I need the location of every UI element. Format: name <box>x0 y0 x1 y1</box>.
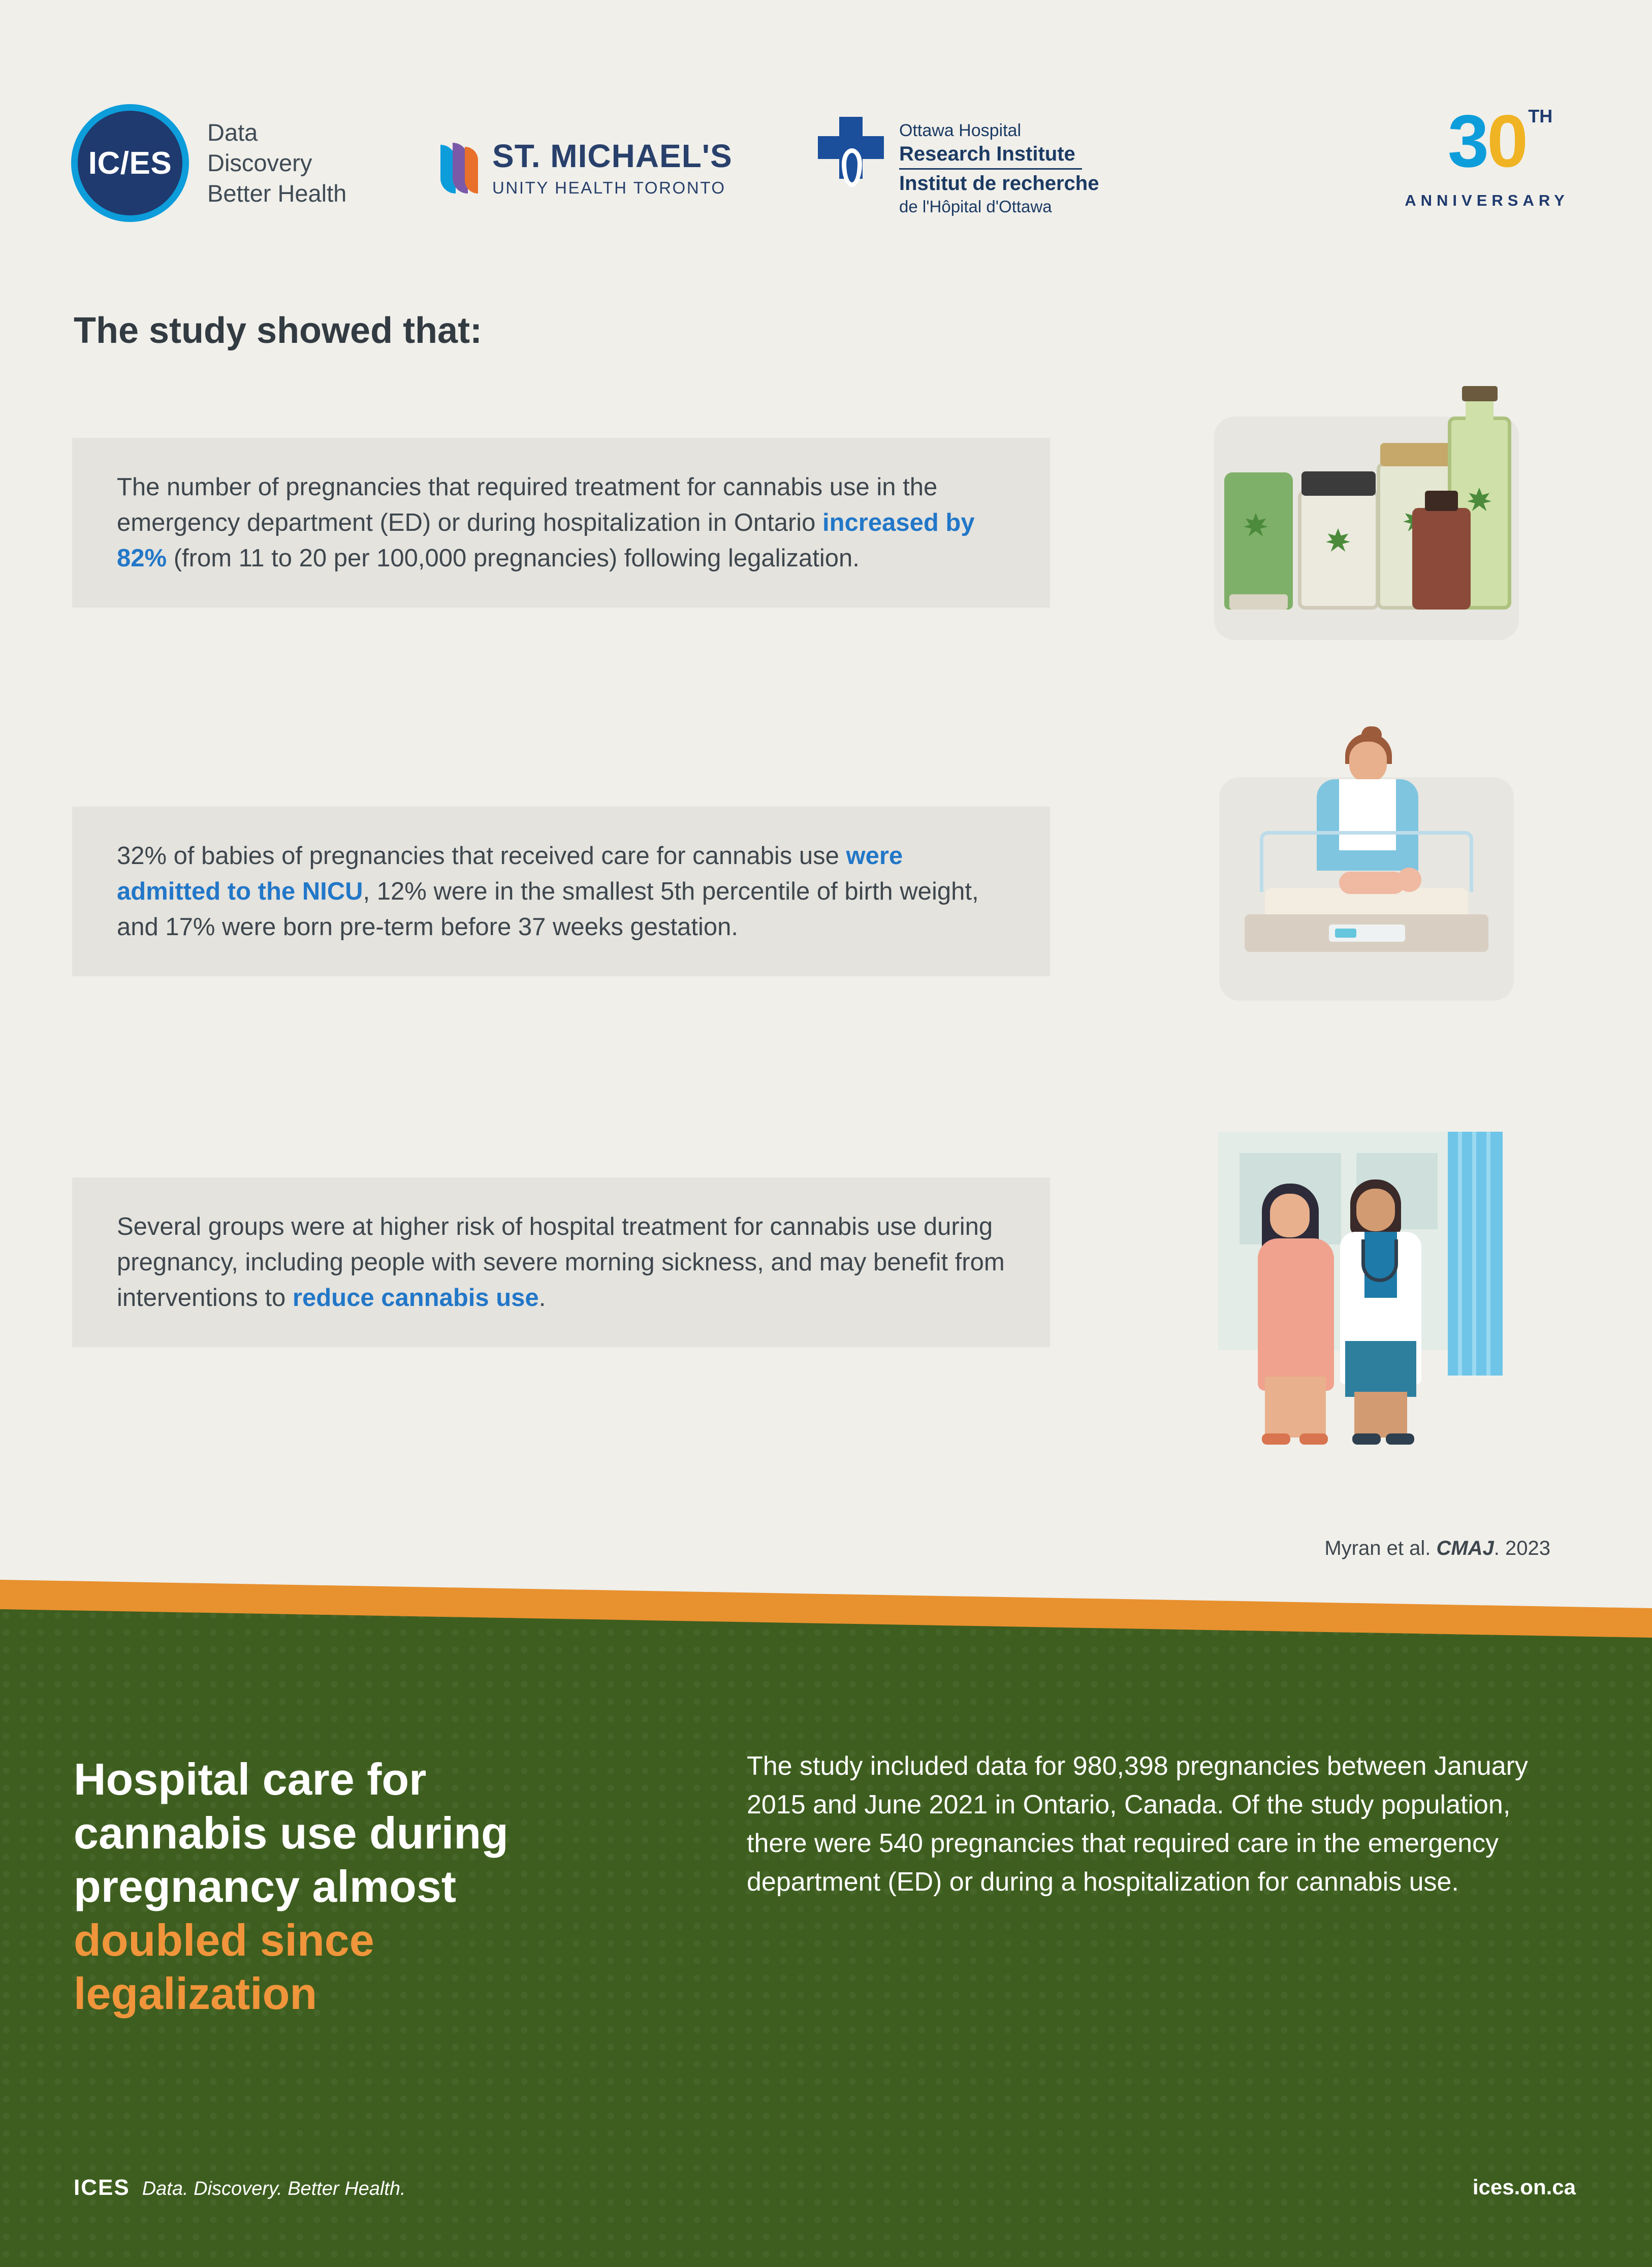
ohri-wordmark <box>899 117 1099 216</box>
anniversary-logo <box>1398 100 1576 210</box>
fact-1-text-part-2: (from 11 to 20 per 100,000 pregnancies) following legalization. <box>167 545 860 572</box>
ices-tagline <box>207 117 346 209</box>
ohri-line-1: Ottawa Hospital <box>899 121 1021 140</box>
summary-title <box>74 1752 714 2021</box>
ices-logo <box>71 104 346 222</box>
nicu-incubator-illustration <box>1209 726 1524 1011</box>
fact-1-highlight: increased by 82% <box>117 509 975 572</box>
fact-3-text-part-1: Several groups were at higher risk of hospital treatment for cannabis use during pregnancy, including people with severe morning sickness, and may benefit from interventions to <box>117 1213 1005 1312</box>
st-michaels-logo <box>439 140 733 198</box>
summary-body: The study included data for 980,398 pregnancies between January 2015 and June 2021 in Ontario, Canada. Of the study population, there were 540 pregnancies that required care in the emergency department (ED) or during a hospitalization for cannabis use. <box>747 1751 1528 1897</box>
fact-2-text-part-1: 32% of babies of pregnancies that received care for cannabis use <box>117 842 846 870</box>
ices-tagline-line-1: Data <box>207 118 258 146</box>
anniversary-number <box>1447 100 1553 182</box>
footer-brand <box>74 2175 406 2200</box>
ices-tagline-line-3: Better Health <box>207 180 347 207</box>
summary-title-line-2: cannabis use during <box>74 1807 509 1858</box>
st-michaels-sub: UNITY HEALTH TORONTO <box>492 178 726 197</box>
st-michaels-flame-icon <box>439 142 479 196</box>
citation-journal: CMAJ <box>1436 1537 1494 1559</box>
footer-tagline: Data. Discovery. Better Health. <box>142 2178 406 2199</box>
citation-year: . 2023 <box>1494 1537 1550 1559</box>
anniversary-digit-zero: 0 <box>1487 100 1527 182</box>
ohri-logo <box>818 117 1099 216</box>
fact-panel-2 <box>72 807 1050 976</box>
fact-3-text-part-2: . <box>538 1284 546 1312</box>
anniversary-word: ANNIVERSARY <box>1405 191 1569 209</box>
ices-badge-icon: IC/ES <box>71 104 189 222</box>
ohri-divider <box>899 168 1082 170</box>
logo-bar <box>0 51 1652 216</box>
ices-tagline-line-2: Discovery <box>207 149 312 176</box>
st-michaels-name: ST. MICHAEL'S <box>492 138 733 174</box>
citation-authors: Myran et al. <box>1324 1537 1437 1559</box>
summary-title-highlight-2: legalization <box>74 1968 317 2019</box>
fact-2-text-part-2: , 12% were in the smallest 5th percentile of birth weight, and 17% were born pre-term before 37 weeks gestation. <box>117 878 979 941</box>
fact-panel-3 <box>72 1177 1050 1347</box>
anniversary-th: TH <box>1528 106 1553 126</box>
doctor-patient-consult-illustration <box>1209 1123 1524 1453</box>
ohri-line-3: Institut de recherche <box>899 172 1099 195</box>
footer-brand-name: ICES <box>74 2175 130 2200</box>
st-michaels-wordmark <box>492 140 733 198</box>
citation <box>1324 1537 1550 1560</box>
ohri-line-2: Research Institute <box>899 143 1075 165</box>
fact-panel-1 <box>72 438 1050 608</box>
anniversary-digit-three: 3 <box>1447 100 1487 182</box>
cannabis-products-illustration <box>1209 386 1524 650</box>
summary-title-line-1: Hospital care for <box>74 1754 427 1804</box>
ohri-line-4: de l'Hôpital d'Ottawa <box>899 197 1052 216</box>
fact-3-highlight: reduce cannabis use <box>292 1284 539 1312</box>
footer-url[interactable]: ices.on.ca <box>1472 2175 1576 2199</box>
page-title: The study showed that: <box>74 310 483 351</box>
fact-1-text-part-1: The number of pregnancies that required treatment for cannabis use in the emergency department (ED) or during hospitalization in Ontario <box>117 473 938 537</box>
summary-title-line-3: pregnancy almost <box>74 1861 457 1912</box>
fact-2-highlight: were admitted to the NICU <box>117 842 903 906</box>
medical-cross-icon <box>818 117 884 193</box>
summary-title-highlight-1: doubled since <box>74 1914 374 1965</box>
